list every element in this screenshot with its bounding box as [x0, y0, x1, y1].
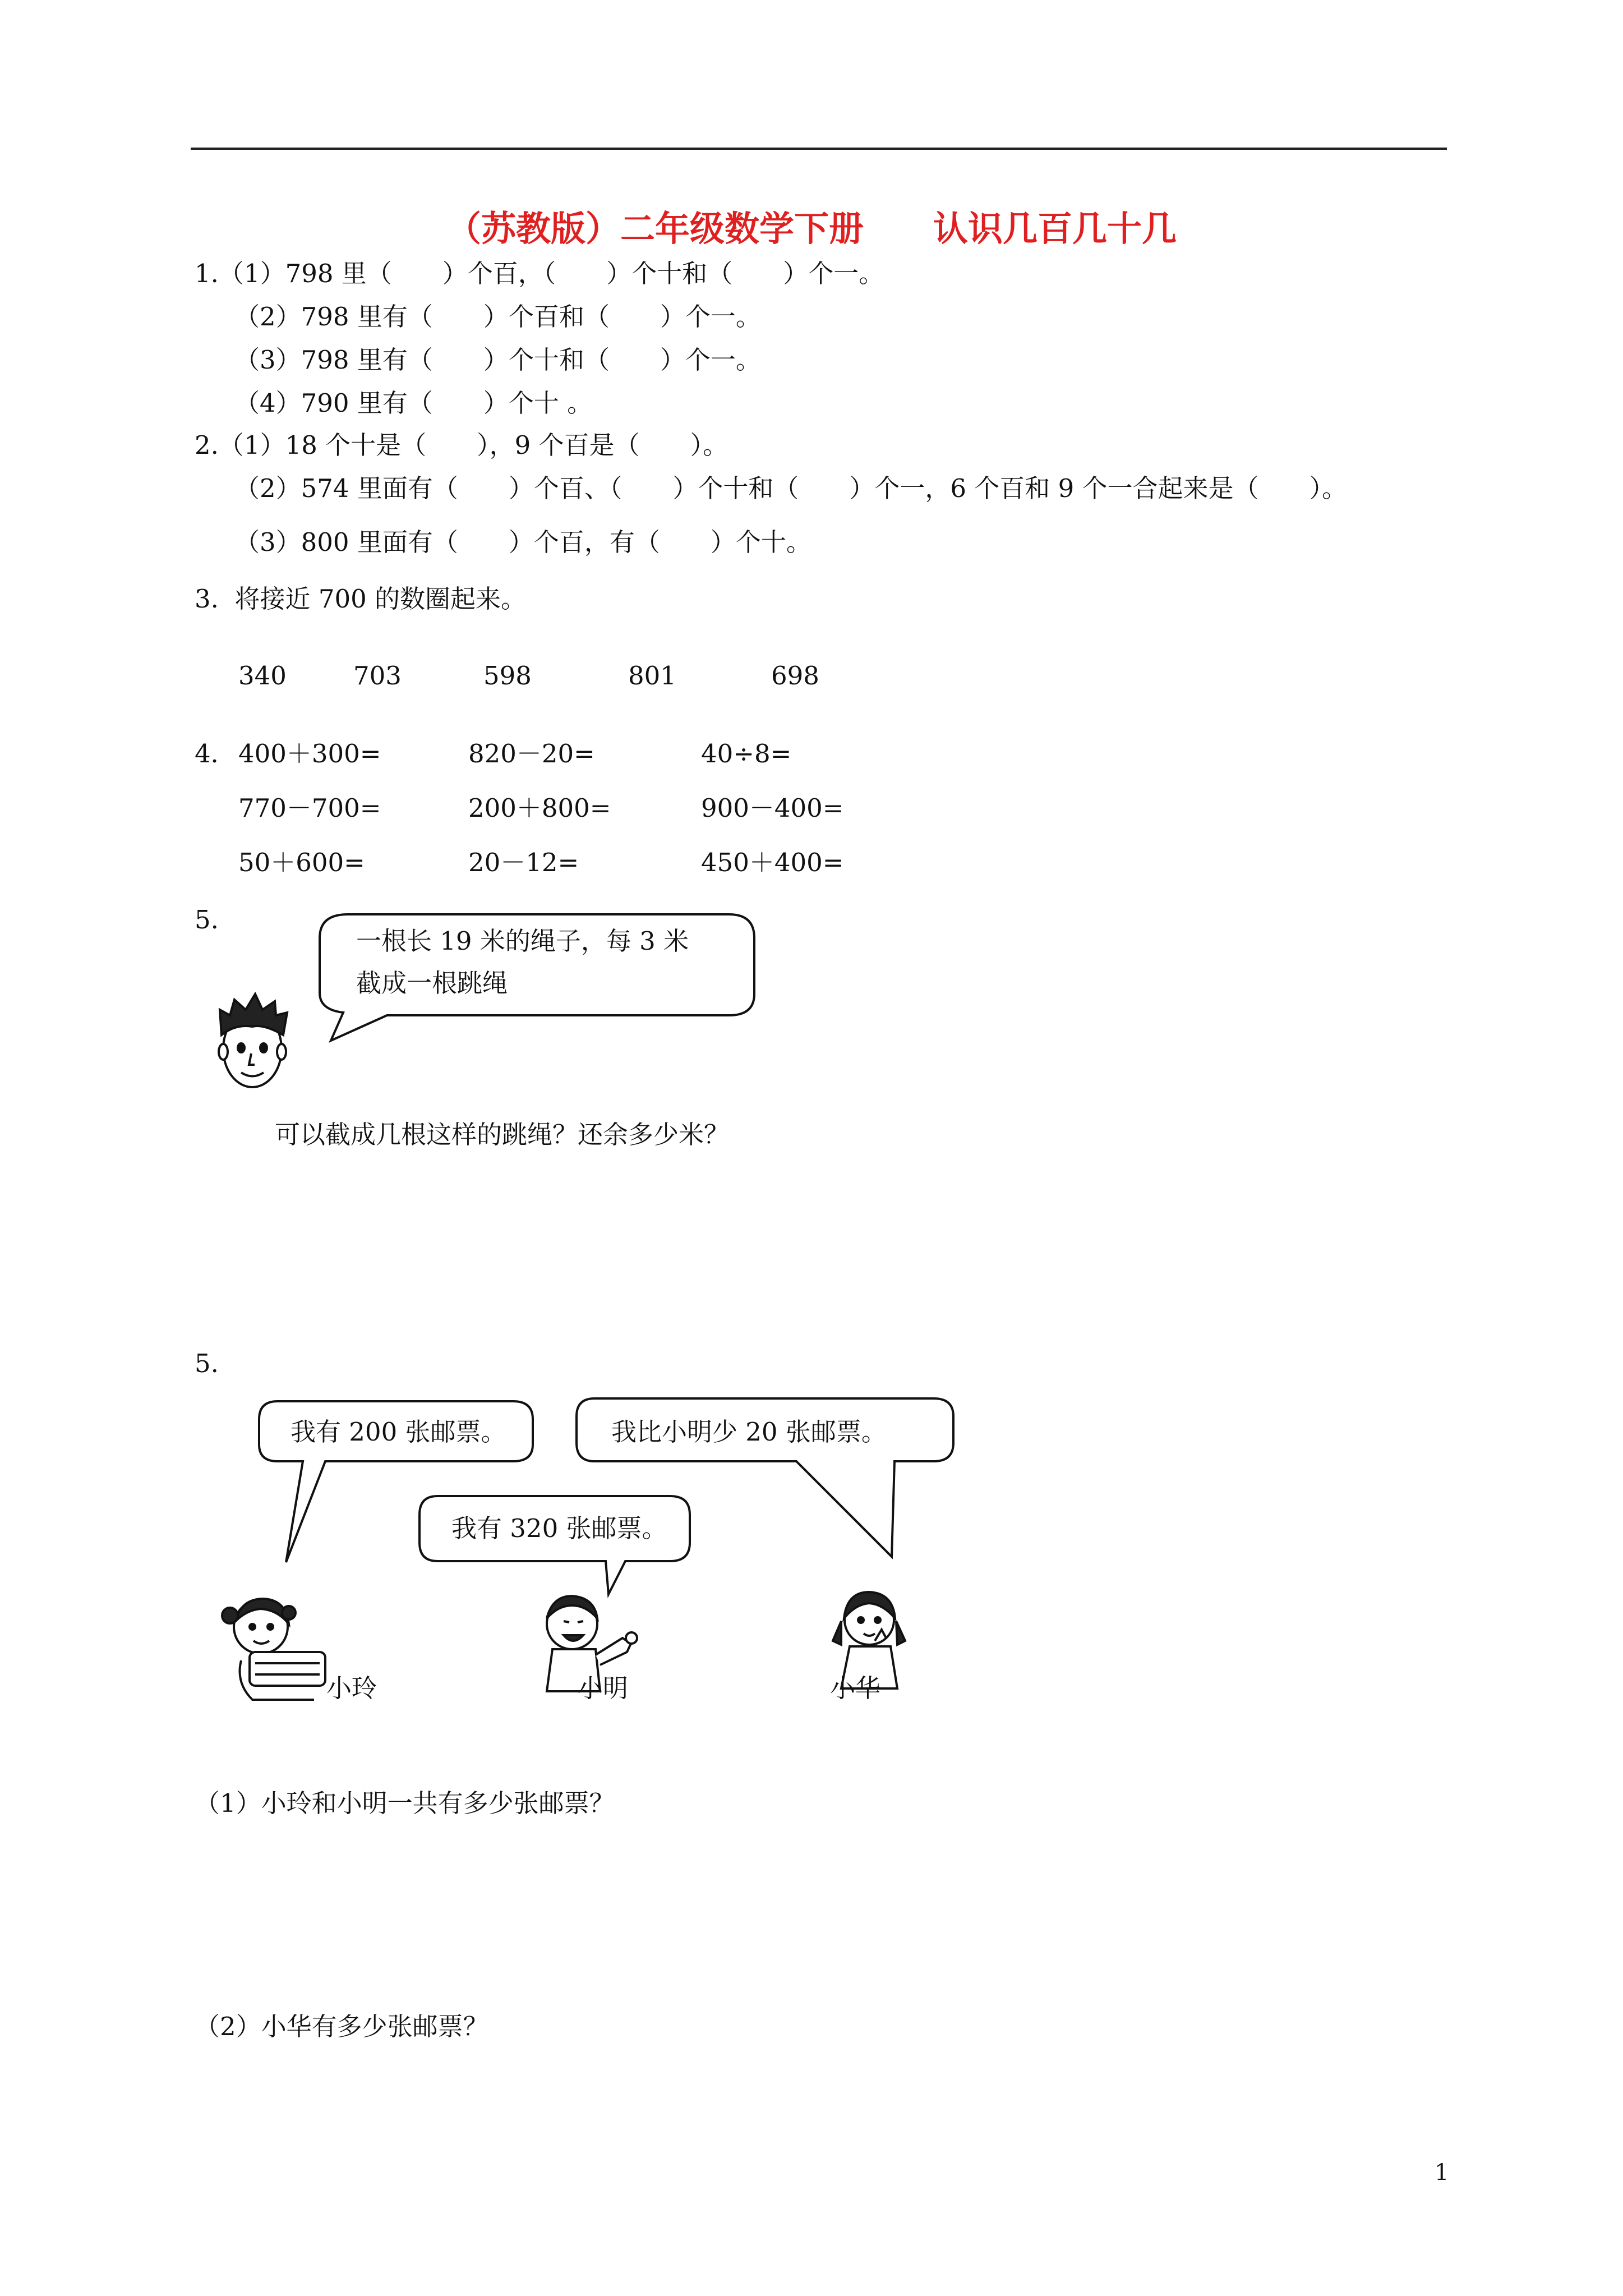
q5b-subquestion-1: （1）小玲和小明一共有多少张邮票？	[195, 1788, 615, 1818]
name-xiaoling: 小玲	[326, 1673, 377, 1703]
q5b-bubble-xiaoming	[419, 1496, 690, 1594]
q4-expression: 820－20=	[468, 739, 595, 769]
q5b-bubble-text-xiaoling: 我有 200 张邮票。	[291, 1417, 506, 1447]
q2-line-1: 2.（1）18 个十是（ ），9 个百是（ ）。	[195, 430, 728, 460]
q2-line-3: （3）800 里面有（ ）个百，有（ ）个十。	[234, 527, 811, 557]
q5b-bubble-text-xiaoming: 我有 320 张邮票。	[451, 1513, 667, 1543]
q5b-label: 5.	[195, 1349, 219, 1378]
q4-expression: 900－400=	[701, 793, 844, 823]
q1-line-3: （3）798 里有（ ）个十和（ ）个一。	[234, 345, 761, 375]
q4-expression: 770－700=	[238, 793, 381, 823]
q5b-bubble-text-xiaohua: 我比小明少 20 张邮票。	[611, 1417, 887, 1447]
q4-expression: 400＋300=	[238, 739, 381, 769]
q1-line-4: （4）790 里有（ ）个十 。	[234, 388, 593, 418]
q3-number: 703	[353, 661, 402, 691]
q4-expression: 40÷8=	[701, 739, 792, 769]
q4-expression: 50＋600=	[238, 848, 365, 877]
q3-prompt: 3. 将接近 700 的数圈起来。	[195, 584, 527, 614]
q4-expression: 20－12=	[468, 848, 579, 877]
page-number: 1	[1435, 2160, 1449, 2185]
name-xiaoming: 小明	[578, 1673, 629, 1703]
q5b-subquestion-2: （2）小华有多少张邮票？	[195, 2012, 488, 2041]
name-xiaohua: 小华	[830, 1673, 881, 1703]
q5a-question: 可以截成几根这样的跳绳？还余多少米？	[275, 1120, 730, 1149]
q5a-label: 5.	[195, 905, 219, 935]
q4-label: 4．	[195, 739, 236, 769]
q1-line-1: 1.（1）798 里（ ）个百，（ ）个十和（ ）个一。	[195, 259, 884, 288]
q4-expression: 450＋400=	[701, 848, 844, 877]
boy-face-icon	[219, 994, 287, 1087]
q4-expression: 200＋800=	[468, 793, 611, 823]
q5a-bubble-line-2: 截成一根跳绳	[356, 968, 508, 998]
q3-number: 801	[628, 661, 676, 691]
q3-number: 598	[483, 661, 532, 691]
page-title: （苏教版）二年级数学下册 认识几百几十几	[446, 208, 1177, 249]
q5a-bubble-line-1: 一根长 19 米的绳子，每 3 米	[356, 926, 689, 956]
girl-xiaoling-icon	[222, 1599, 325, 1700]
q1-line-2: （2）798 里有（ ）个百和（ ）个一。	[234, 302, 761, 332]
q3-number: 698	[771, 661, 819, 691]
q2-line-2: （2）574 里面有（ ）个百、（ ）个十和（ ）个一，6 个百和 9 个一合起来是（ ）。	[234, 473, 1348, 503]
q3-number: 340	[238, 661, 287, 691]
